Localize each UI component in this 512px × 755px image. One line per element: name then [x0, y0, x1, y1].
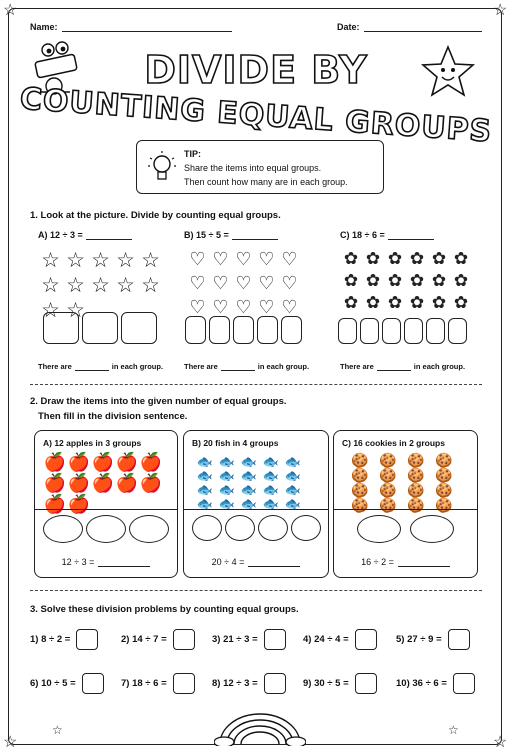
cookie-icon: 🍪 [435, 452, 453, 468]
title-line-1: DIVIDE BY [144, 48, 368, 92]
name-label: Name: [30, 22, 58, 32]
star-icon: ☆ [116, 274, 135, 297]
flowers-grid [340, 250, 472, 311]
lightbulb-icon [147, 150, 177, 186]
flower-icon: ✿ [453, 249, 469, 268]
division-sentence: 20 ÷ 4 = [184, 557, 328, 567]
fish-icon: 🐟 [240, 468, 258, 483]
rainbow-icon [214, 712, 306, 746]
star-icon: ☆ [91, 249, 110, 272]
panel-title: B) 20 fish in 4 groups [192, 438, 279, 448]
answer-box[interactable] [448, 629, 470, 650]
cookie-icon: 🍪 [379, 482, 397, 498]
fish-icon: 🐟 [196, 454, 214, 469]
flower-icon: ✿ [387, 249, 403, 268]
cookies-grid [346, 453, 458, 512]
apple-icon: 🍎 [115, 473, 139, 493]
apple-icon: 🍎 [139, 452, 163, 472]
heart-icon: ♡ [258, 297, 275, 317]
group-box[interactable] [360, 318, 379, 344]
apple-icon: 🍎 [67, 494, 91, 514]
cookie-icon: 🍪 [407, 482, 425, 498]
apples-grid [43, 453, 163, 513]
flower-icon: ✿ [343, 249, 359, 268]
heart-icon: ♡ [212, 273, 229, 293]
section2-subheading: Then fill in the division sentence. [38, 411, 188, 422]
there-are-a: There are in each group. [38, 362, 164, 371]
group-box[interactable] [185, 316, 206, 344]
cookie-icon: 🍪 [379, 497, 397, 513]
star-icon: ☆ [141, 249, 160, 272]
group-box[interactable] [43, 312, 79, 344]
star-icon: ☆ [52, 723, 63, 737]
cookie-icon: 🍪 [435, 467, 453, 483]
answer-box[interactable] [173, 629, 195, 650]
name-field[interactable] [30, 22, 232, 32]
problem-4: 4) 24 ÷ 4 = [303, 629, 377, 650]
group-ovals [35, 515, 177, 543]
heart-icon: ♡ [258, 273, 275, 293]
fish-icon: 🐟 [262, 468, 280, 483]
apple-icon: 🍎 [43, 452, 67, 472]
title-line-2: COUNTING EQUAL GROUPS [18, 81, 494, 150]
group-box[interactable] [281, 316, 302, 344]
problem-10: 10) 36 ÷ 6 = [396, 673, 475, 694]
heart-icon: ♡ [281, 249, 298, 269]
cookie-icon: 🍪 [379, 467, 397, 483]
group-oval[interactable] [129, 515, 169, 543]
answer-box[interactable] [355, 629, 377, 650]
flower-icon: ✿ [365, 293, 381, 312]
problem-7: 7) 18 ÷ 6 = [121, 673, 195, 694]
date-line[interactable] [364, 31, 482, 32]
flower-icon: ✿ [409, 271, 425, 290]
apple-icon: 🍎 [67, 452, 91, 472]
section2-heading: 2. Draw the items into the given number of equal groups. [30, 396, 287, 407]
answer-box[interactable] [453, 673, 475, 694]
apple-icon: 🍎 [139, 473, 163, 493]
group-ovals [184, 515, 328, 541]
hearts-grid [186, 250, 301, 316]
fish-icon: 🐟 [218, 496, 236, 511]
corner-star-icon: ☆ [493, 2, 508, 19]
flower-icon: ✿ [409, 293, 425, 312]
cookie-icon: 🍪 [351, 467, 369, 483]
problem-3: 3) 21 ÷ 3 = [212, 629, 286, 650]
star-icon: ☆ [41, 249, 60, 272]
group-oval[interactable] [192, 515, 222, 541]
panel-apples [34, 430, 178, 578]
tip-box [136, 140, 384, 194]
group-ovals [334, 515, 477, 543]
flower-icon: ✿ [343, 293, 359, 312]
fish-icon: 🐟 [218, 482, 236, 497]
fish-icon: 🐟 [218, 468, 236, 483]
section-divider [30, 590, 482, 591]
group-box[interactable] [448, 318, 467, 344]
heart-icon: ♡ [235, 273, 252, 293]
fish-icon: 🐟 [240, 482, 258, 497]
fish-grid [194, 455, 304, 510]
panel-title: C) 16 cookies in 2 groups [342, 438, 445, 448]
heart-icon: ♡ [189, 273, 206, 293]
panel-fish [183, 430, 329, 578]
division-sentence: 12 ÷ 3 = [35, 557, 177, 567]
apple-icon: 🍎 [91, 452, 115, 472]
heart-icon: ♡ [258, 249, 275, 269]
group-oval[interactable] [258, 515, 288, 541]
flower-icon: ✿ [387, 271, 403, 290]
fish-icon: 🐟 [218, 454, 236, 469]
answer-box[interactable] [76, 629, 98, 650]
name-line[interactable] [62, 31, 232, 32]
flower-icon: ✿ [431, 293, 447, 312]
group-oval[interactable] [410, 515, 454, 543]
group-box[interactable] [82, 312, 118, 344]
group-box[interactable] [426, 318, 445, 344]
problem-1: 1) 8 ÷ 2 = [30, 629, 98, 650]
fish-icon: 🐟 [284, 454, 302, 469]
date-label: Date: [337, 22, 360, 32]
flower-icon: ✿ [431, 249, 447, 268]
group-oval[interactable] [291, 515, 321, 541]
apple-icon: 🍎 [67, 473, 91, 493]
heart-icon: ♡ [281, 273, 298, 293]
part-c-label: C) 18 ÷ 6 = [340, 230, 434, 240]
heart-icon: ♡ [189, 297, 206, 317]
cookie-icon: 🍪 [407, 497, 425, 513]
answer-box[interactable] [173, 673, 195, 694]
cookie-icon: 🍪 [379, 452, 397, 468]
heart-icon: ♡ [235, 297, 252, 317]
fish-icon: 🐟 [240, 454, 258, 469]
flower-icon: ✿ [387, 293, 403, 312]
flower-icon: ✿ [453, 271, 469, 290]
group-oval[interactable] [86, 515, 126, 543]
star-icon: ☆ [141, 274, 160, 297]
fish-icon: 🐟 [262, 482, 280, 497]
cookie-icon: 🍪 [407, 467, 425, 483]
group-box[interactable] [338, 318, 357, 344]
flower-icon: ✿ [365, 249, 381, 268]
apple-icon: 🍎 [115, 452, 139, 472]
heart-icon: ♡ [212, 297, 229, 317]
fish-icon: 🐟 [262, 454, 280, 469]
fish-icon: 🐟 [262, 496, 280, 511]
heart-icon: ♡ [235, 249, 252, 269]
group-boxes-b [185, 316, 302, 344]
fish-icon: 🐟 [284, 496, 302, 511]
tip-line-2: Then count how many are in each group. [184, 177, 348, 187]
answer-box[interactable] [264, 629, 286, 650]
apple-icon: 🍎 [43, 494, 67, 514]
star-icon: ☆ [41, 299, 60, 322]
answer-box[interactable] [355, 673, 377, 694]
flower-icon: ✿ [453, 293, 469, 312]
problem-6: 6) 10 ÷ 5 = [30, 673, 104, 694]
tip-line-1: Share the items into equal groups. [184, 163, 322, 173]
star-icon: ☆ [66, 299, 85, 322]
section-divider [30, 384, 482, 385]
there-are-b: There are in each group. [184, 362, 310, 371]
flower-icon: ✿ [409, 249, 425, 268]
group-box[interactable] [404, 318, 423, 344]
apple-icon: 🍎 [91, 473, 115, 493]
fish-icon: 🐟 [284, 468, 302, 483]
cookie-icon: 🍪 [351, 452, 369, 468]
cookie-icon: 🍪 [351, 482, 369, 498]
group-oval[interactable] [357, 515, 401, 543]
flower-icon: ✿ [365, 271, 381, 290]
cookie-icon: 🍪 [351, 497, 369, 513]
part-b-label: B) 15 ÷ 5 = [184, 230, 278, 240]
apple-icon: 🍎 [43, 473, 67, 493]
answer-box[interactable] [264, 673, 286, 694]
star-icon: ☆ [66, 249, 85, 272]
group-boxes-a [43, 312, 157, 344]
flower-icon: ✿ [343, 271, 359, 290]
problem-5: 5) 27 ÷ 9 = [396, 629, 470, 650]
group-oval[interactable] [43, 515, 83, 543]
group-box[interactable] [382, 318, 401, 344]
there-are-c: There are in each group. [340, 362, 466, 371]
group-box[interactable] [257, 316, 278, 344]
cookie-icon: 🍪 [435, 482, 453, 498]
cookie-icon: 🍪 [435, 497, 453, 513]
group-oval[interactable] [225, 515, 255, 541]
heart-icon: ♡ [212, 249, 229, 269]
section3-heading: 3. Solve these division problems by counting equal groups. [30, 604, 299, 615]
stars-grid [38, 250, 163, 321]
star-icon: ☆ [91, 274, 110, 297]
answer-box[interactable] [82, 673, 104, 694]
heart-icon: ♡ [189, 249, 206, 269]
group-boxes-c [338, 318, 467, 344]
section1-heading: 1. Look at the picture. Divide by counting equal groups. [30, 210, 281, 221]
part-a-label: A) 12 ÷ 3 = [38, 230, 132, 240]
star-icon: ☆ [66, 274, 85, 297]
corner-star-icon: ☆ [3, 734, 18, 751]
fish-icon: 🐟 [196, 496, 214, 511]
cookie-icon: 🍪 [407, 452, 425, 468]
fish-icon: 🐟 [284, 482, 302, 497]
group-box[interactable] [121, 312, 157, 344]
corner-star-icon: ☆ [3, 2, 18, 19]
group-box[interactable] [209, 316, 230, 344]
tip-label: TIP: [184, 149, 201, 159]
group-box[interactable] [233, 316, 254, 344]
panel-title: A) 12 apples in 3 groups [43, 438, 142, 448]
date-field[interactable] [337, 22, 482, 32]
fish-icon: 🐟 [196, 468, 214, 483]
fish-icon: 🐟 [240, 496, 258, 511]
corner-star-icon: ☆ [493, 734, 508, 751]
problem-8: 8) 12 ÷ 3 = [212, 673, 286, 694]
fish-icon: 🐟 [196, 482, 214, 497]
division-sentence: 16 ÷ 2 = [334, 557, 477, 567]
heart-icon: ♡ [281, 297, 298, 317]
problem-9: 9) 30 ÷ 5 = [303, 673, 377, 694]
star-icon: ☆ [448, 723, 459, 737]
panel-cookies [333, 430, 478, 578]
flower-icon: ✿ [431, 271, 447, 290]
problem-2: 2) 14 ÷ 7 = [121, 629, 195, 650]
star-icon: ☆ [41, 274, 60, 297]
star-icon: ☆ [116, 249, 135, 272]
